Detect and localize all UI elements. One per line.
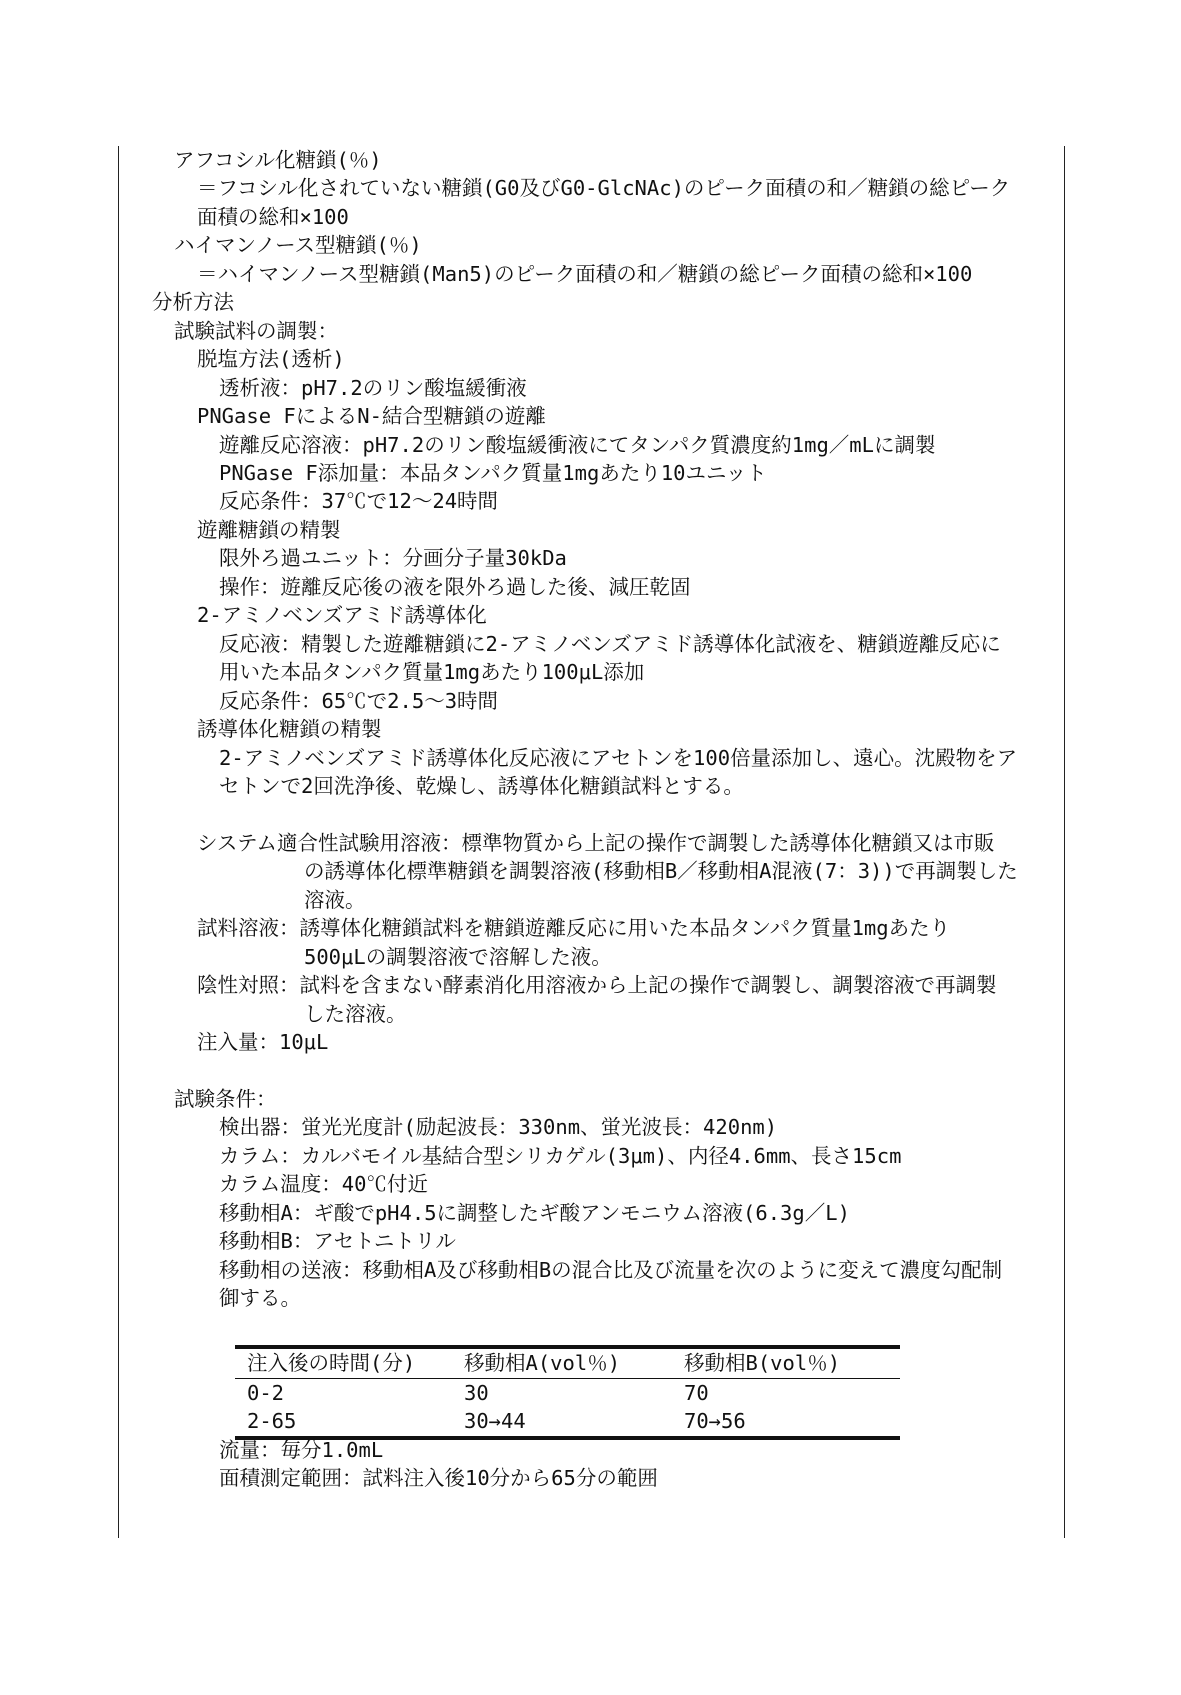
text-line: 誘導体化糖鎖の精製 bbox=[197, 717, 382, 742]
text-line: カラム：カルバモイル基結合型シリカゲル(3μm)、内径4.6mm、長さ15cm bbox=[219, 1143, 902, 1168]
cell-phase-a: 30→44 bbox=[464, 1409, 526, 1433]
text-line: 遊離糖鎖の精製 bbox=[197, 517, 341, 542]
text-line: PNGase FによるN-結合型糖鎖の遊離 bbox=[197, 404, 546, 429]
text-line: 面積の総和×100 bbox=[197, 204, 349, 229]
text-line: PNGase F添加量：本品タンパク質量1mgあたり10ユニット bbox=[219, 460, 767, 485]
flow-rate: 流量：毎分1.0mL bbox=[219, 1438, 384, 1462]
text-line: 移動相A：ギ酸でpH4.5に調整したギ酸アンモニウム溶液(6.3g／L) bbox=[219, 1200, 850, 1225]
text-line: 反応条件：37℃で12～24時間 bbox=[219, 489, 499, 514]
document-body bbox=[0, 146, 1181, 1313]
text-line: 2-アミノベンズアミド誘導体化反応液にアセトンを100倍量添加し、遠心。沈殿物をア bbox=[219, 745, 1018, 770]
text-line: ハイマンノース型糖鎖(％) bbox=[174, 233, 422, 258]
text-line: の誘導体化標準糖鎖を調製溶液(移動相B／移動相A混液(7：3))で再調製した bbox=[304, 859, 1018, 884]
text-line: カラム温度：40℃付近 bbox=[219, 1172, 428, 1197]
text-line: 移動相B：アセトニトリル bbox=[219, 1229, 456, 1254]
text-line: 操作：遊離反応後の液を限外ろ過した後、減圧乾固 bbox=[219, 574, 691, 599]
cell-phase-b: 70→56 bbox=[684, 1409, 746, 1433]
text-line: 注入量：10μL bbox=[197, 1030, 329, 1055]
blank-line bbox=[0, 1057, 1181, 1085]
text-line: 試験条件： bbox=[174, 1086, 277, 1111]
text-line: 透析液：pH7.2のリン酸塩緩衝液 bbox=[219, 375, 527, 400]
header-phase-a: 移動相A(vol％) bbox=[452, 1347, 672, 1378]
text-line: 500μLの調製溶液で溶解した液。 bbox=[304, 944, 612, 969]
blank-line bbox=[0, 800, 1181, 828]
table-notes bbox=[0, 1436, 1181, 1493]
table-row bbox=[235, 1407, 900, 1438]
header-time: 注入後の時間(分) bbox=[235, 1347, 452, 1378]
text-line: 検出器：蛍光光度計(励起波長：330nm、蛍光波長：420nm) bbox=[219, 1115, 778, 1140]
text-line: 試料溶液：誘導体化糖鎖試料を糖鎖遊離反応に用いた本品タンパク質量1mgあたり bbox=[197, 916, 951, 941]
text-line: 反応条件：65℃で2.5～3時間 bbox=[219, 688, 499, 713]
table-header-row bbox=[235, 1347, 900, 1378]
text-line: 遊離反応溶液：pH7.2のリン酸塩緩衝液にてタンパク質濃度約1mg／mLに調製 bbox=[219, 432, 936, 457]
text-line: 御する。 bbox=[219, 1286, 301, 1311]
text-line: 試験試料の調製： bbox=[174, 318, 338, 343]
text-line: ＝フコシル化されていない糖鎖(G0及びG0-GlcNAc)のピーク面積の和／糖鎖の総ピーク bbox=[197, 176, 1011, 201]
gradient-table bbox=[235, 1345, 900, 1440]
text-line: アフコシル化糖鎖(％) bbox=[174, 148, 382, 172]
text-line: 用いた本品タンパク質量1mgあたり100μL添加 bbox=[219, 660, 645, 685]
cell-phase-b: 70 bbox=[684, 1380, 709, 1405]
text-line: 溶液。 bbox=[304, 887, 366, 912]
text-line: セトンで2回洗浄後、乾燥し、誘導体化糖鎖試料とする。 bbox=[219, 773, 744, 798]
text-line: 2-アミノベンズアミド誘導体化 bbox=[197, 603, 487, 628]
header-phase-b: 移動相B(vol％) bbox=[672, 1347, 900, 1378]
cell-time: 2-65 bbox=[247, 1409, 297, 1433]
text-line: 限外ろ過ユニット：分画分子量30kDa bbox=[219, 546, 567, 571]
area-range: 面積測定範囲：試料注入後10分から65分の範囲 bbox=[219, 1466, 658, 1491]
cell-time: 0-2 bbox=[247, 1380, 285, 1405]
table-row bbox=[235, 1378, 900, 1407]
text-line: 分析方法 bbox=[152, 290, 234, 315]
text-line: 反応液：精製した遊離糖鎖に2-アミノベンズアミド誘導体化試液を、糖鎖遊離反応に bbox=[219, 631, 1001, 656]
text-line: ＝ハイマンノース型糖鎖(Man5)のピーク面積の和／糖鎖の総ピーク面積の総和×100 bbox=[197, 261, 973, 286]
text-line: 脱塩方法(透析) bbox=[197, 347, 345, 372]
text-line: システム適合性試験用溶液：標準物質から上記の操作で調製した誘導体化糖鎖又は市販 bbox=[197, 830, 995, 855]
cell-phase-a: 30 bbox=[464, 1380, 489, 1405]
text-line: 移動相の送液：移動相A及び移動相Bの混合比及び流量を次のように変えて濃度勾配制 bbox=[219, 1257, 1003, 1282]
text-line: した溶液。 bbox=[304, 1001, 407, 1026]
text-line: 陰性対照：試料を含まない酵素消化用溶液から上記の操作で調製し、調製溶液で再調製 bbox=[197, 973, 997, 998]
